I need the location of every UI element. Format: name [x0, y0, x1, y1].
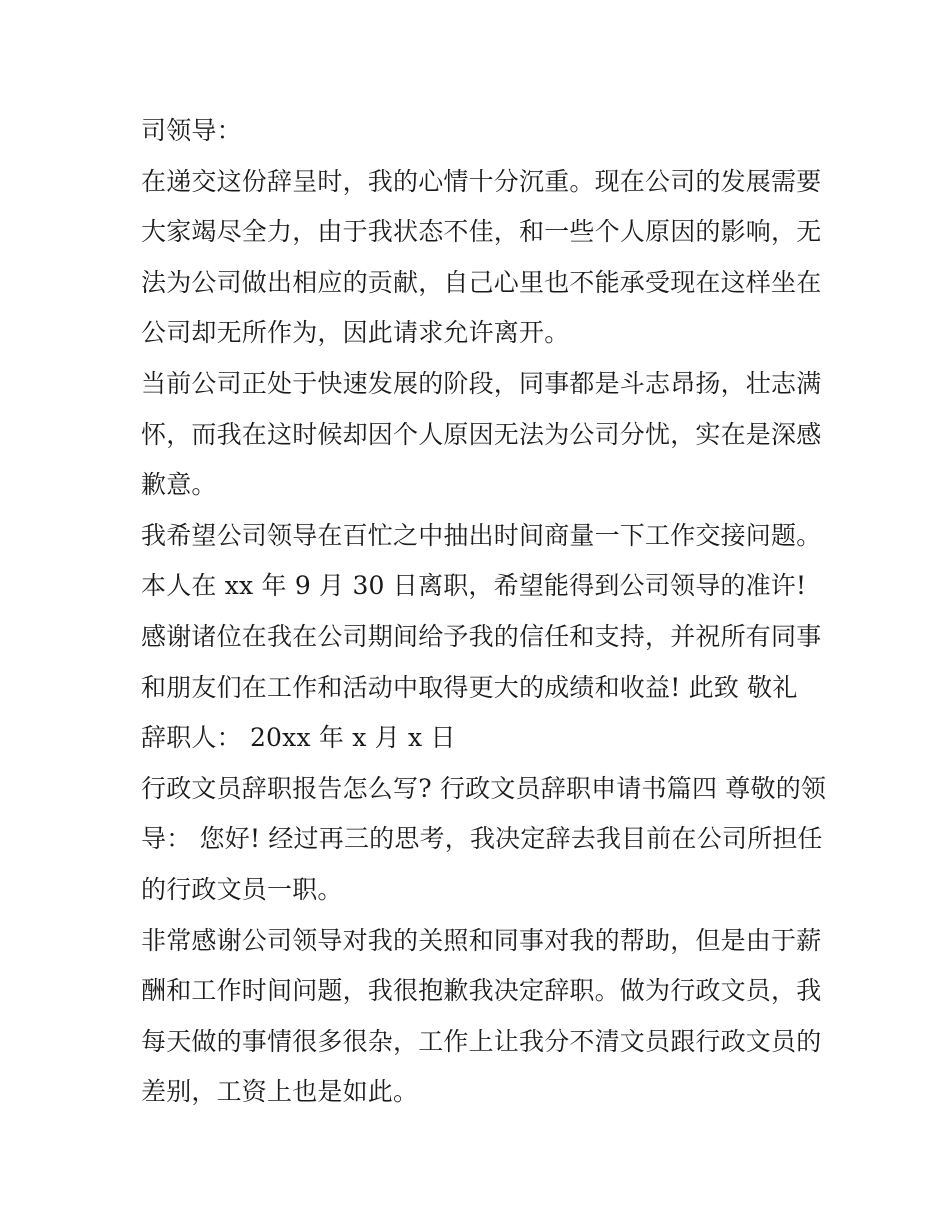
text-line: 在递交这份辞呈时，我的心情十分沉重。现在公司的发展需要 — [141, 166, 822, 196]
text-line: 我希望公司领导在百忙之中抽出时间商量一下工作交接问题。 — [141, 520, 822, 550]
text-line: 导： 您好! 经过再三的思考，我决定辞去我目前在公司所担任 — [141, 824, 823, 854]
text-line: 当前公司正处于快速发展的阶段，同事都是斗志昂扬，壮志满 — [141, 368, 822, 398]
text-line: 行政文员辞职报告怎么写? 行政文员辞职申请书篇四 尊敬的领 — [141, 773, 827, 803]
text-line: 和朋友们在工作和活动中取得更大的成绩和收益! 此致 敬礼 — [141, 672, 798, 702]
text-line: 酬和工作时间问题，我很抱歉我决定辞职。做为行政文员，我 — [141, 976, 822, 1006]
document-body — [141, 106, 827, 1118]
text-line: 歉意。 — [141, 470, 217, 500]
text-line: 司领导： — [141, 116, 242, 145]
text-line: 本人在 xx 年 9 月 30 日离职，希望能得到公司领导的准许! — [141, 571, 807, 601]
text-line: 怀，而我在这时候却因个人原因无法为公司分忧，实在是深感 — [141, 419, 822, 449]
text-line: 每天做的事情很多很杂，工作上让我分不清文员跟行政文员的 — [141, 1026, 822, 1056]
text-line: 感谢诸位在我在公司期间给予我的信任和支持，并祝所有同事 — [141, 621, 822, 651]
text-line: 非常感谢公司领导对我的关照和同事对我的帮助，但是由于薪 — [141, 925, 822, 955]
text-line: 大家竭尽全力，由于我状态不佳，和一些个人原因的影响，无 — [141, 217, 822, 247]
text-line: 的行政文员一职。 — [141, 874, 343, 904]
text-line: 差别，工资上也是如此。 — [141, 1077, 419, 1107]
text-line: 公司却无所作为，因此请求允许离开。 — [141, 318, 570, 348]
text-line: 法为公司做出相应的贡献，自己心里也不能承受现在这样坐在 — [141, 267, 822, 297]
signature-line: 辞职人： 20xx 年 x 月 x 日 — [141, 723, 456, 753]
